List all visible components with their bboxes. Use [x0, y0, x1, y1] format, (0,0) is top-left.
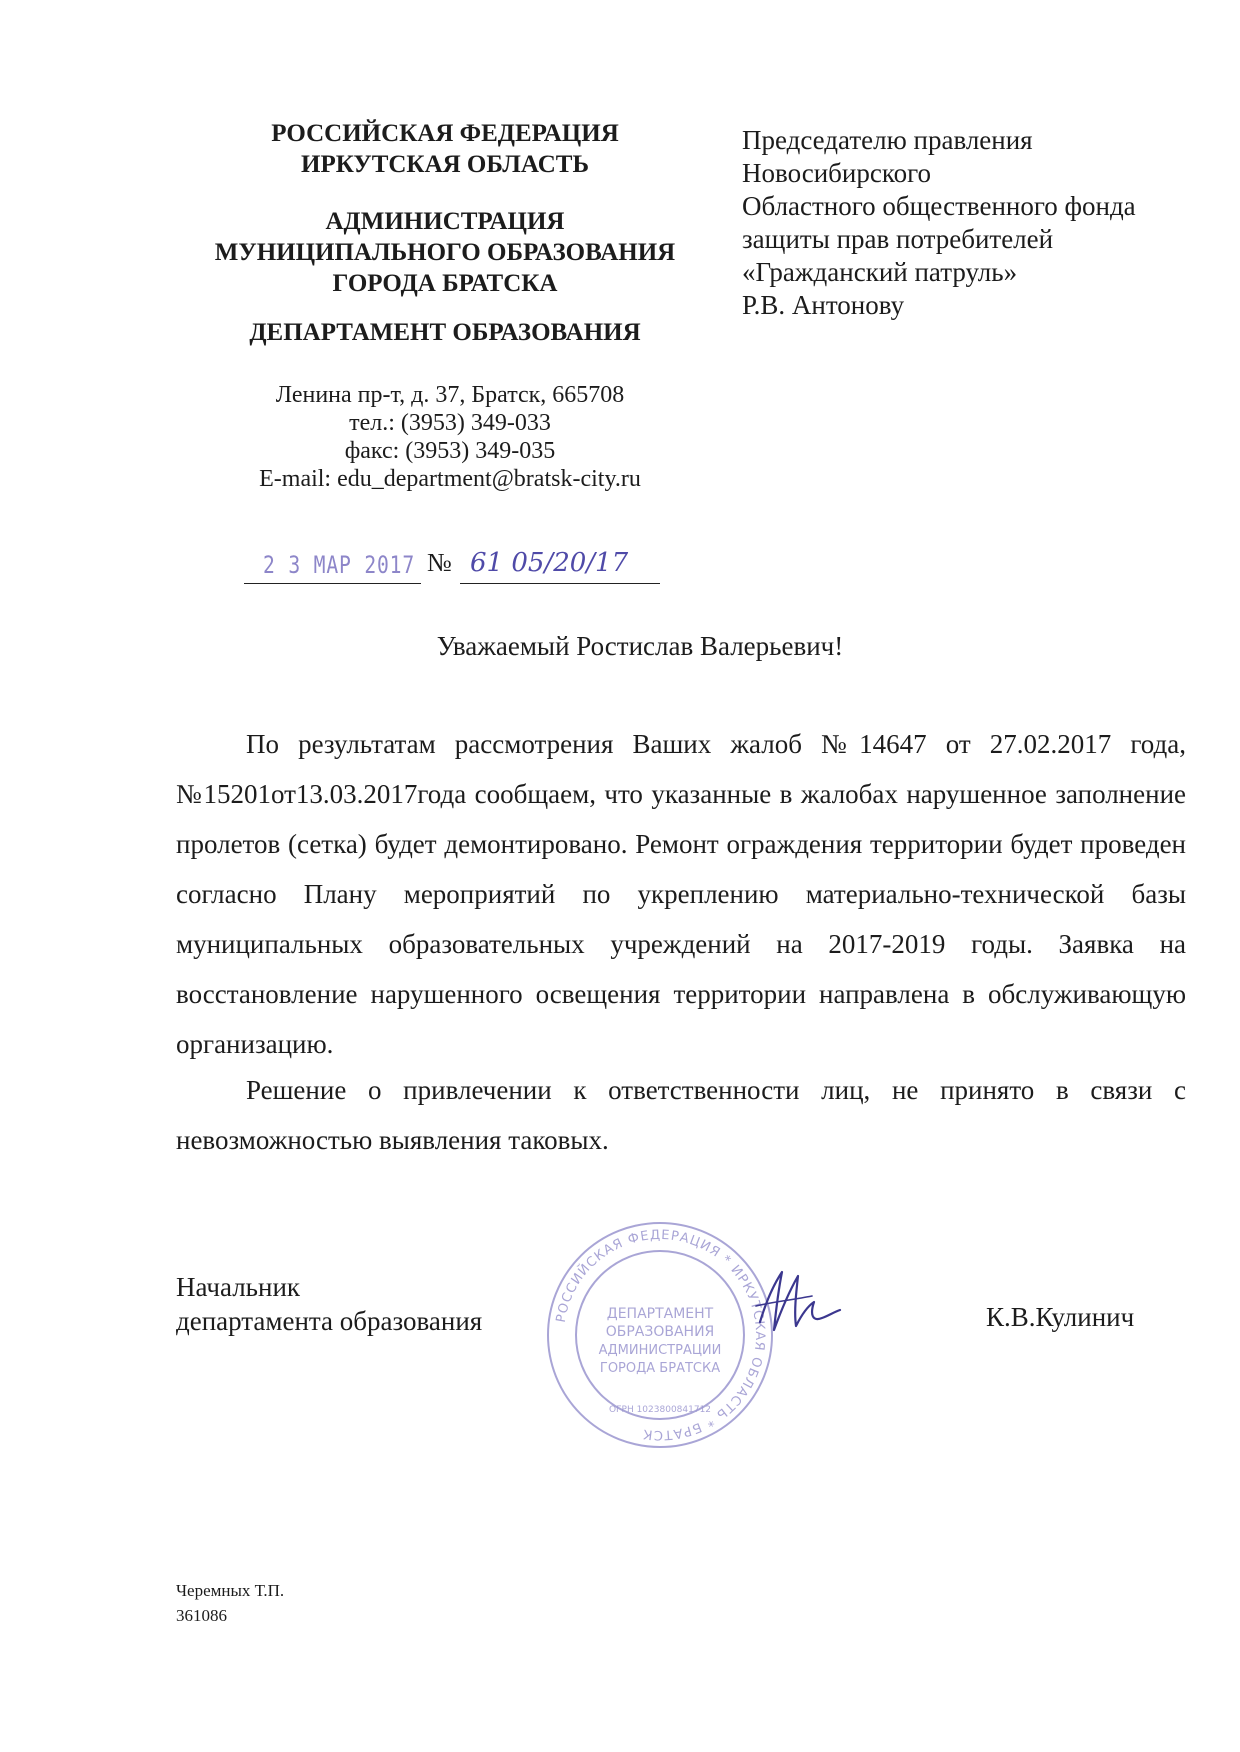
- contact-address: Ленина пр-т, д. 37, Братск, 665708: [275, 382, 625, 408]
- executor-name: Черемных Т.П.: [176, 1581, 285, 1600]
- signer-position: [176, 1270, 482, 1338]
- seal-ogrn: ОГРН 1023800841712: [608, 1405, 712, 1415]
- greeting: Уважаемый Ростислав Валерьевич!: [436, 631, 844, 661]
- seal-inner-line: ОБРАЗОВАНИЯ: [605, 1324, 715, 1340]
- handwritten-signature: [752, 1262, 842, 1342]
- signer-position-line: Начальник: [176, 1272, 301, 1302]
- letterhead-municipal: МУНИЦИПАЛЬНОГО ОБРАЗОВАНИЯ: [214, 239, 676, 266]
- seal-inner-line: ГОРОДА БРАТСКА: [599, 1361, 721, 1376]
- addressee-line: Председателю правления: [742, 125, 1033, 155]
- body-paragraph: Решение о привлечении к ответственности лиц, не принято в связи с невозможностью выявления таковых.: [176, 1075, 1186, 1155]
- registration-number-sign: №: [427, 548, 452, 577]
- executor-phone: 361086: [176, 1606, 227, 1625]
- addressee-line: защиты прав потребителей: [742, 224, 1054, 254]
- contact-fax: факс: (3953) 349-035: [344, 438, 556, 464]
- seal-outer-text: РОССИЙСКАЯ ФЕДЕРАЦИЯ * ИРКУТСКАЯ ОБЛАСТЬ * БРАТСК: [553, 1227, 768, 1443]
- body-paragraph: По результатам рассмотрения Ваших жалоб №14647 от 27.02.2017 года, №15201от13.03.2017года сообщаем, что указанные в жалобах нарушенное заполнение пролетов (сетка) будет демонтировано. Ремонт ограждения территории будет проведен согласно Плану мероприятий по укреплению материально-технической базы муниципальных образовательных учреждений на 2017-2019 годы. Заявка на восстановление нарушенного освещения территории направлена в обслуживающую организацию.: [176, 729, 1186, 1059]
- signer-position-line: департамента образования: [176, 1306, 483, 1336]
- registration-date-stamp: 2 3 МАР 2017: [263, 551, 416, 579]
- executor-info: [176, 1578, 284, 1628]
- addressee-line: Новосибирского: [742, 158, 931, 188]
- seal-inner-line: ДЕПАРТАМЕНТ: [606, 1306, 714, 1322]
- addressee-block: [742, 124, 1212, 322]
- letterhead-country: РОССИЙСКАЯ ФЕДЕРАЦИЯ: [271, 120, 619, 147]
- letterhead-city: ГОРОДА БРАТСКА: [332, 270, 558, 297]
- letterhead-administration: АДМИНИСТРАЦИЯ: [325, 208, 565, 235]
- contact-email: E-mail: edu_department@bratsk-city.ru: [259, 466, 641, 492]
- letterhead-region: ИРКУТСКАЯ ОБЛАСТЬ: [301, 151, 589, 178]
- registration-number-handwritten: 61 05/20/17: [470, 548, 629, 578]
- seal-inner-line: АДМИНИСТРАЦИИ: [598, 1343, 722, 1358]
- letter-body: [176, 719, 1186, 1165]
- addressee-line: «Гражданский патруль»: [742, 257, 1018, 287]
- addressee-line: Областного общественного фонда: [742, 191, 1136, 221]
- official-seal: [545, 1220, 775, 1450]
- contact-phone: тел.: (3953) 349-033: [349, 410, 551, 436]
- letterhead-contacts: [220, 381, 680, 493]
- addressee-name: Р.В. Антонову: [742, 290, 905, 320]
- letterhead: [200, 118, 690, 348]
- letterhead-department: ДЕПАРТАМЕНТ ОБРАЗОВАНИЯ: [249, 319, 641, 346]
- signer-name: К.В.Кулинич: [986, 1302, 1135, 1332]
